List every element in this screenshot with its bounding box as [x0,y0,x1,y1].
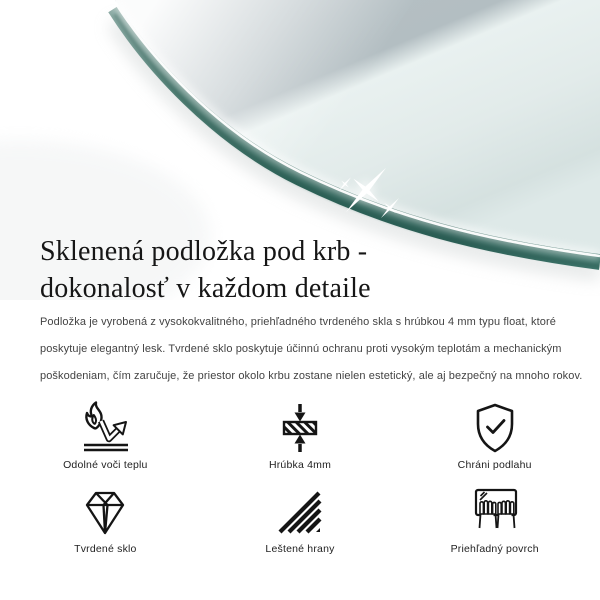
feature-polished-edges [203,484,398,555]
heat-resistant-icon [77,400,133,456]
feature-label: Leštené hrany [265,543,335,555]
feature-label: Odolné voči teplu [63,459,148,471]
page-title-line-1: Sklenená podložka pod krb - [40,236,368,267]
diamond-icon [77,484,133,540]
left-hand [479,501,496,528]
feature-transparent-surface [397,484,592,555]
feature-floor-protection [397,400,592,471]
right-hand [497,501,514,528]
description-line-2: poskytuje elegantný lesk. Tvrdené sklo poskytuje účinnú ochranu proti vysokým teplotám a mechanickým [40,343,562,355]
page-title-line-2: dokonalosť v každom detaile [40,273,371,304]
features-row-2 [8,484,592,555]
feature-tempered-glass [8,484,203,555]
feature-heat-resistant [8,400,203,471]
features-row-1 [8,400,592,471]
description-line-1: Podložka je vyrobená z vysokokvalitného, priehľadného tvrdeného skla s hrúbkou 4 mm typu float, ktoré [40,316,556,328]
product-description [40,309,585,390]
feature-label: Chráni podlahu [457,459,532,471]
page-title [40,233,560,307]
feature-label: Priehľadný povrch [450,543,539,555]
description-line-3: poškodeniam, čím zaručuje, že priestor okolo krbu zostane nielen estetický, ale aj bezpečný na mnoho rokov. [40,370,583,382]
polished-edges-icon [272,484,328,540]
hands-surface-icon [467,484,523,540]
shield-check-icon [467,400,523,456]
feature-thickness [203,400,398,471]
feature-label: Tvrdené sklo [74,543,137,555]
thickness-icon [272,400,328,456]
feature-label: Hrúbka 4mm [268,459,332,471]
